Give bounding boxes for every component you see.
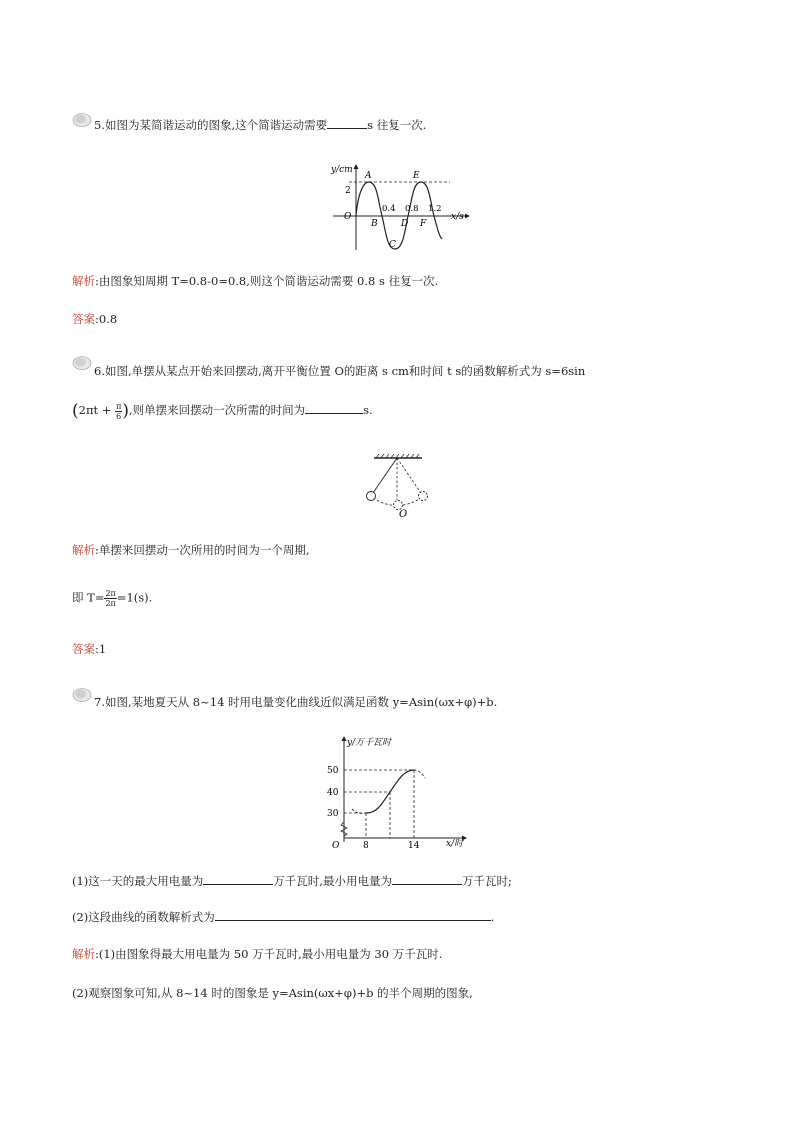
q6-answer-label: 答案 bbox=[72, 642, 95, 656]
q6-pendulum-diagram bbox=[360, 450, 440, 520]
q6-formula-paren-open: ( bbox=[72, 401, 79, 421]
q6-text-line1: 如图,单摆从某点开始来回摆动,离开平衡位置 O的距离 s cm和时间 t s的函数解析式为 s=6sin bbox=[104, 364, 586, 378]
q7-sub2-before: (2)这段曲线的函数解析式为 bbox=[72, 910, 215, 924]
q7-sub1 bbox=[72, 873, 512, 889]
q5-analysis bbox=[72, 273, 438, 289]
q6-formula-fraction: $\frac{\pi}{6}$ bbox=[116, 401, 122, 421]
q7-analysis-label: 解析 bbox=[72, 947, 95, 961]
q5-point-C: C bbox=[389, 240, 396, 250]
q7-max-blank[interactable] bbox=[203, 874, 273, 885]
q7-analysis-text: :(1)由图象得最大用电量为 50 万千瓦时,最小用电量为 30 万千瓦时. bbox=[95, 947, 443, 961]
q7-y-tick-30: 30 bbox=[327, 809, 339, 819]
q6-equilibrium-label: O bbox=[399, 509, 408, 520]
q5-point-F: F bbox=[420, 219, 427, 229]
q6-answer bbox=[72, 641, 106, 657]
q7-analysis bbox=[72, 946, 442, 962]
q6-analysis-text: :单摆来回摆动一次所用的时间为一个周期, bbox=[95, 543, 310, 557]
q5-text-before: 如图为某简谐运动的图象,这个简谐运动需要 bbox=[104, 118, 328, 132]
q5-x-tick-0.4: 0.4 bbox=[382, 204, 396, 214]
q5-number: 5. bbox=[94, 118, 105, 132]
q5-x-tick-0.8: 0.8 bbox=[405, 204, 419, 214]
q7-sub2-end: . bbox=[490, 910, 495, 924]
question-bullet-icon bbox=[72, 687, 92, 702]
q7-y-tick-40: 40 bbox=[327, 788, 339, 798]
q7-min-blank[interactable] bbox=[392, 874, 462, 885]
q7-x-tick-8: 8 bbox=[363, 841, 369, 851]
q6-number: 6. bbox=[94, 364, 105, 378]
q5-point-D: D bbox=[401, 219, 409, 229]
q6-text-line2: ,则单摆来回摆动一次所需的时间为 bbox=[129, 403, 306, 417]
question-bullet-icon bbox=[72, 355, 92, 370]
q6-calc-suffix: =1(s). bbox=[116, 590, 153, 605]
q5-answer-text: :0.8 bbox=[95, 312, 118, 326]
q7-x-axis-label: x/时 bbox=[446, 839, 464, 849]
q6-calculation bbox=[72, 589, 152, 608]
q5-answer bbox=[72, 311, 117, 327]
q5-y-tick-2: 2 bbox=[345, 186, 351, 196]
q5-point-A: A bbox=[365, 171, 372, 181]
q6-question-line1 bbox=[94, 363, 585, 379]
q7-sub1-before: (1)这一天的最大用电量为 bbox=[72, 874, 204, 888]
q7-text: 如图,某地夏天从 8~14 时用电量变化曲线近似满足函数 y=Asin(ωx+φ)+b. bbox=[104, 695, 498, 709]
q5-y-axis-label: y/cm bbox=[331, 165, 353, 175]
q7-y-axis-label: y/万千瓦时 bbox=[347, 738, 392, 748]
q5-sine-graph bbox=[325, 160, 475, 252]
q5-origin-label: O bbox=[344, 212, 352, 222]
q5-analysis-text: :由图象知周期 T=0.8-0=0.8,则这个简谐运动需要 0.8 s 往复一次. bbox=[95, 274, 439, 288]
q7-analysis-2 bbox=[72, 985, 473, 1001]
q7-analysis2-text: (2)观察图象可知,从 8~14 时的图象是 y=Asin(ωx+φ)+b 的半个周期的图象, bbox=[72, 986, 473, 1000]
q7-question bbox=[94, 694, 497, 710]
q5-point-B: B bbox=[371, 219, 378, 229]
q6-calc-fraction: $\frac{2\pi}{2\pi}$ bbox=[105, 589, 116, 608]
q7-sub1-mid: 万千瓦时,最小用电量为 bbox=[273, 874, 392, 888]
q5-x-tick-1.2: 1.2 bbox=[428, 204, 442, 214]
q5-question bbox=[94, 117, 426, 133]
q6-analysis-label: 解析 bbox=[72, 543, 95, 557]
question-bullet-icon bbox=[72, 112, 92, 127]
q7-sub2 bbox=[72, 909, 494, 925]
q5-answer-blank[interactable] bbox=[327, 118, 367, 129]
q7-power-graph bbox=[322, 730, 470, 852]
q6-analysis bbox=[72, 542, 310, 558]
q7-origin-label: O bbox=[332, 841, 340, 851]
q6-question-line2 bbox=[72, 401, 373, 421]
q7-x-tick-14: 14 bbox=[408, 841, 420, 851]
q6-calc-prefix: 即 T= bbox=[72, 590, 105, 605]
q6-formula-paren-close: ) bbox=[122, 401, 129, 421]
q7-y-tick-50: 50 bbox=[327, 766, 339, 776]
q6-answer-text: :1 bbox=[95, 642, 107, 656]
q7-formula-blank[interactable] bbox=[215, 910, 491, 921]
q6-answer-blank[interactable] bbox=[305, 403, 363, 414]
q5-point-E: E bbox=[413, 171, 420, 181]
q6-formula-left: 2πt + bbox=[78, 403, 112, 417]
q5-text-after: s 往复一次. bbox=[367, 118, 427, 132]
q7-sub1-end: 万千瓦时; bbox=[461, 874, 512, 888]
q6-text-line2-end: s. bbox=[363, 403, 373, 417]
q5-analysis-label: 解析 bbox=[72, 274, 95, 288]
q7-number: 7. bbox=[94, 695, 105, 709]
q5-x-axis-label: x/s bbox=[451, 212, 464, 222]
q5-answer-label: 答案 bbox=[72, 312, 95, 326]
